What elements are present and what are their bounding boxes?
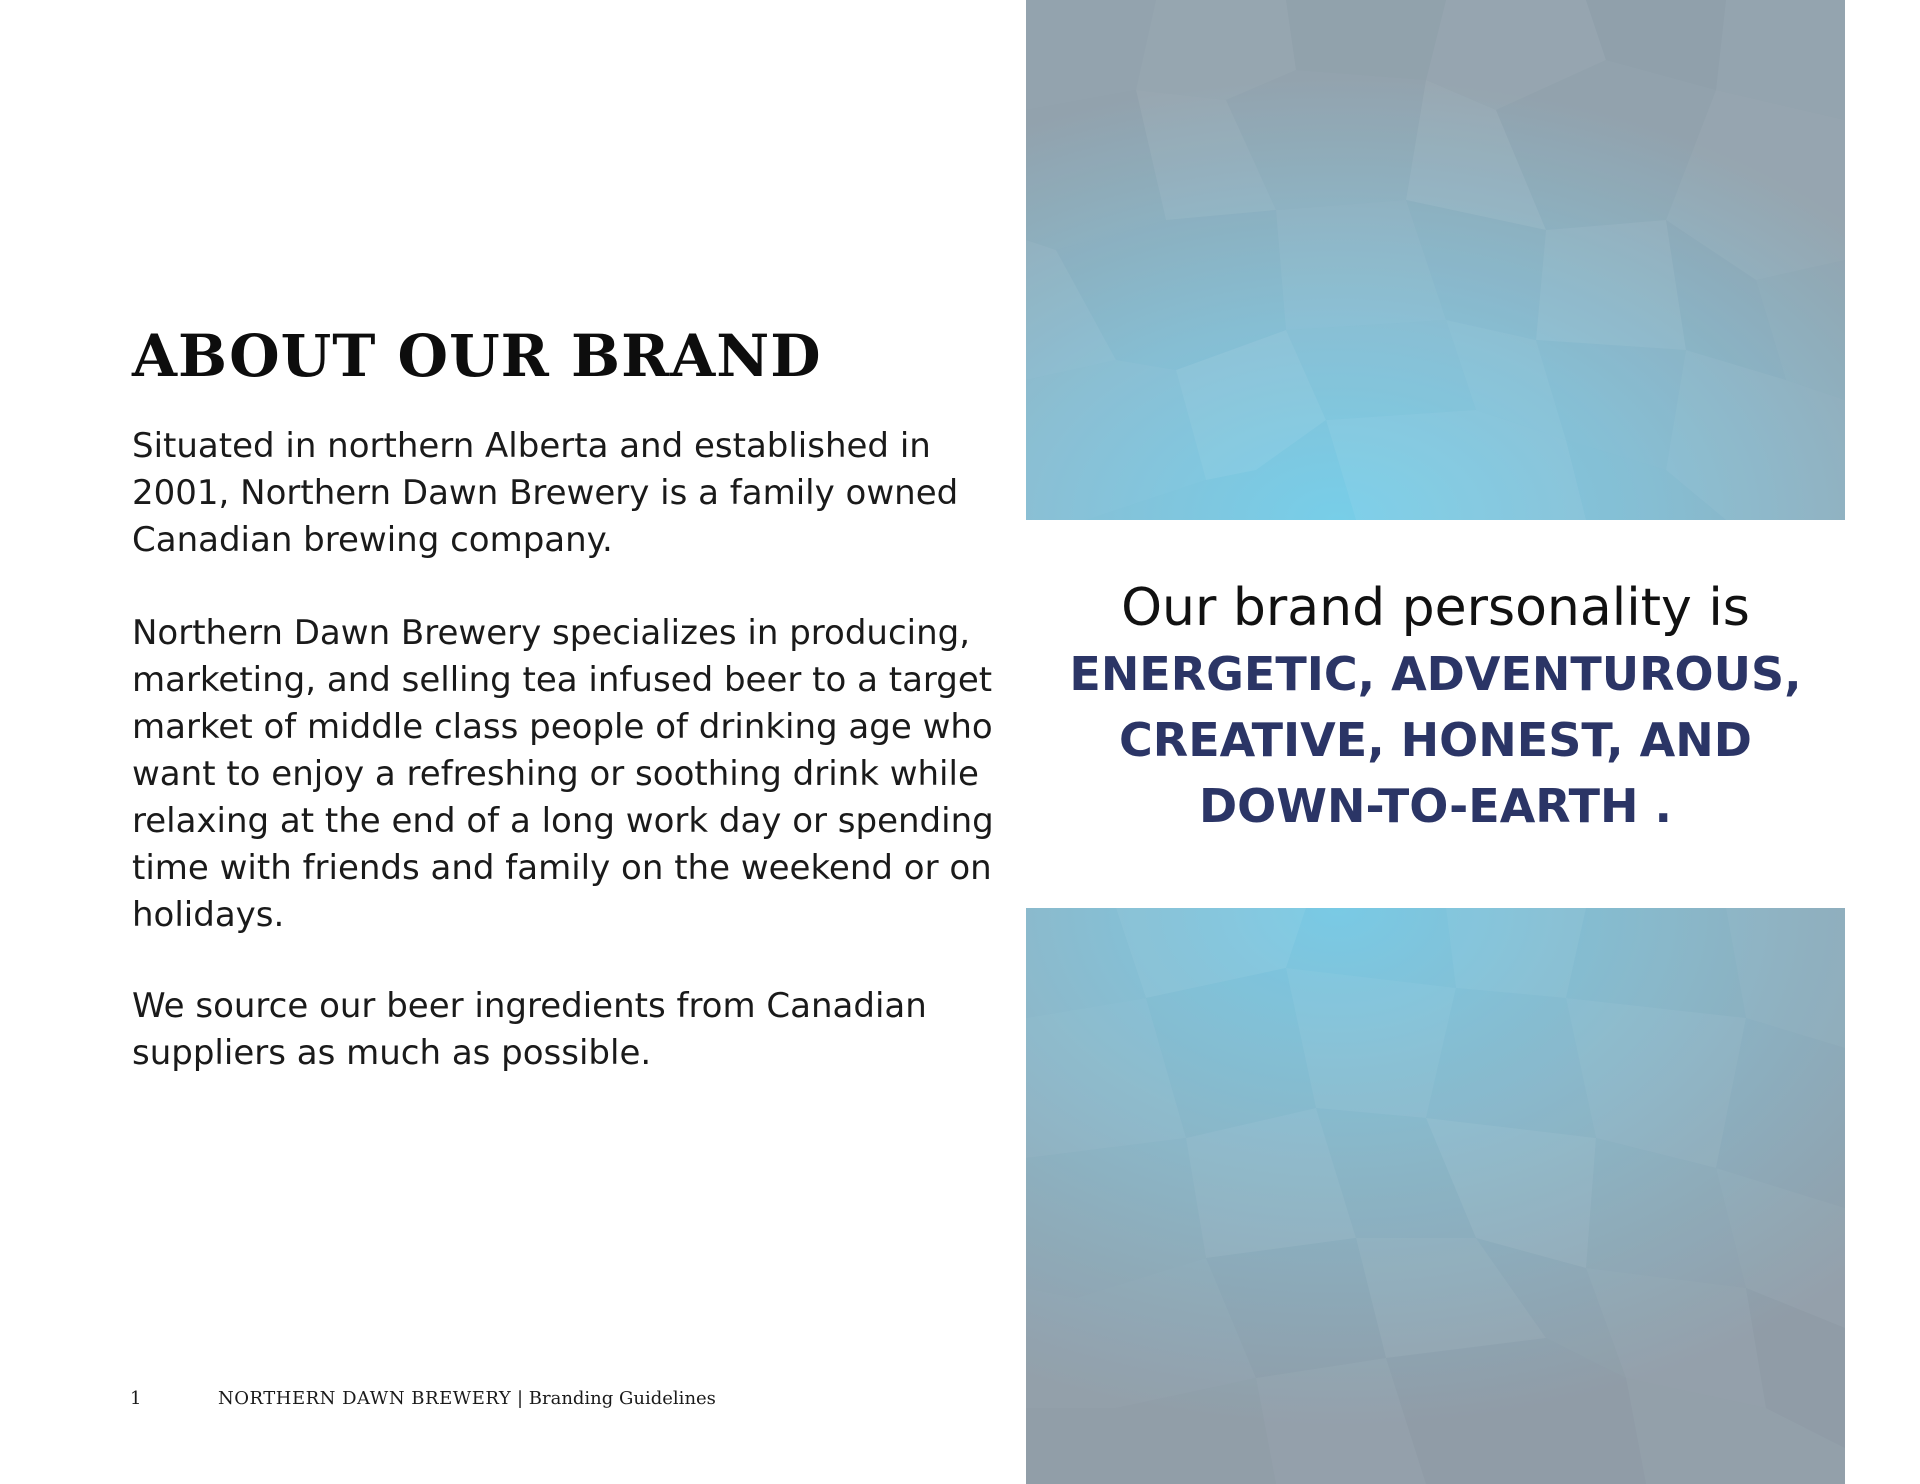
footer-title: [218, 1388, 716, 1409]
footer-brand: NORTHERN DAWN BREWERY: [218, 1388, 512, 1409]
personality-intro: Our brand personality is: [1121, 578, 1750, 638]
footer-section: Branding Guidelines: [528, 1388, 716, 1409]
footer-separator: |: [511, 1388, 529, 1409]
mosaic-pattern-top: [1026, 0, 1845, 520]
brand-personality: [1026, 575, 1845, 839]
intro-paragraph: Situated in northern Alberta and established in 2001, Northern Dawn Brewery is a family owned Canadian brewing company.: [132, 426, 959, 560]
page-heading: ABOUT OUR BRAND: [132, 322, 822, 390]
mosaic-pattern-bottom: [1026, 908, 1845, 1484]
page-number: 1: [130, 1388, 142, 1409]
mosaic-image-bottom: [1026, 908, 1845, 1484]
right-page: [1026, 0, 1845, 1484]
personality-traits: ENERGETIC, ADVENTUROUS, CREATIVE, HONEST, AND DOWN-TO-EARTH .: [1069, 647, 1802, 833]
mosaic-image-top: [1026, 0, 1845, 520]
specialty-paragraph: Northern Dawn Brewery specializes in producing, marketing, and selling tea infused beer to a target market of middle class people of drinking age who want to enjoy a refreshing or soothing drink while relaxing at the end of a long work day or spending time with friends and family on the weekend or on holidays.: [132, 613, 994, 935]
sourcing-paragraph: We source our beer ingredients from Canadian suppliers as much as possible.: [132, 986, 927, 1073]
